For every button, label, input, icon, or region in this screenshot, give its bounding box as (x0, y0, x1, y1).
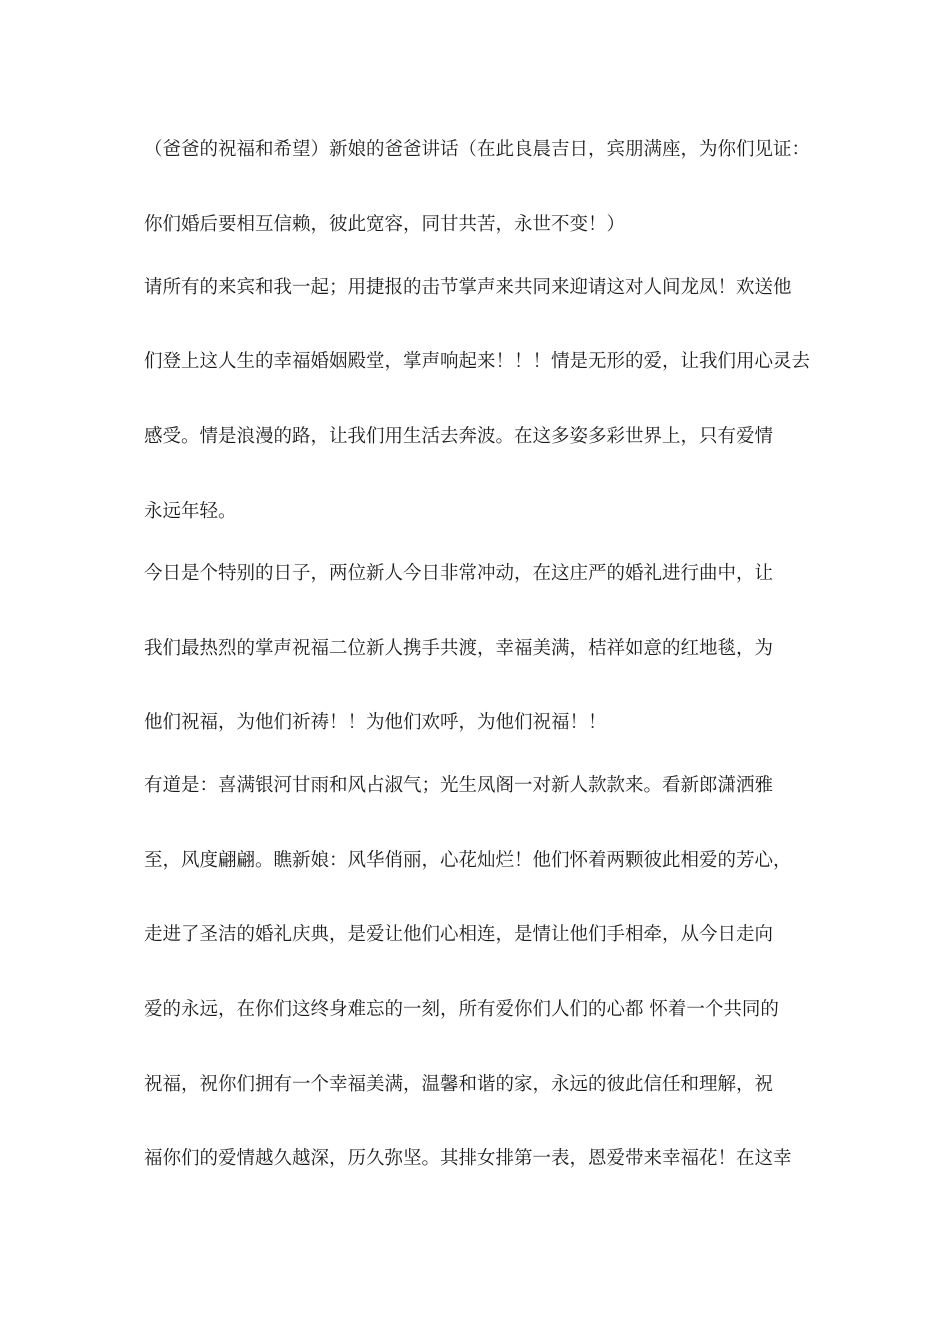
text-line-1: （爸爸的祝福和希望）新娘的爸爸讲话（在此良晨吉日，宾朋满座，为你们见证： (144, 139, 811, 160)
text-line-8: 我们最热烈的掌声祝福二位新人携手共渡，幸福美满，桔祥如意的红地毯，为 (144, 638, 774, 659)
text-line-10: 有道是：喜满银河甘雨和风占淑气；光生凤阁一对新人款款来。看新郎潇洒雅 (144, 775, 774, 796)
text-line-9: 他们祝福，为他们祈祷！！为他们欢呼，为他们祝福！！ (144, 712, 607, 733)
text-line-4: 们登上这人生的幸福婚姻殿堂，掌声响起来！！！情是无形的爱，让我们用心灵去 (144, 351, 811, 372)
text-line-15: 福你们的爱情越久越深，历久弥坚。其排女排第一表，恩爱带来幸福花！在这幸 (144, 1148, 792, 1169)
text-line-14: 祝福，祝你们拥有一个幸福美满，温馨和谐的家，永远的彼此信任和理解，祝 (144, 1074, 774, 1095)
text-line-7: 今日是个特别的日子，两位新人今日非常冲动，在这庄严的婚礼进行曲中，让 (144, 563, 774, 584)
text-line-2: 你们婚后要相互信赖，彼此宽容，同甘共苦，永世不变！） (144, 214, 626, 235)
text-line-12: 走进了圣洁的婚礼庆典，是爱让他们心相连，是情让他们手相牵，从今日走向 (144, 924, 774, 945)
text-line-13: 爱的永远，在你们这终身难忘的一刻，所有爱你们人们的心都 怀着一个共同的 (144, 999, 779, 1020)
text-line-6: 永远年轻。 (144, 501, 237, 522)
text-line-3: 请所有的来宾和我一起；用捷报的击节掌声来共同来迎请这对人间龙凤！欢送他 (144, 277, 792, 298)
text-line-11: 至，风度翩翩。瞧新娘：风华俏丽，心花灿烂！他们怀着两颗彼此相爱的芳心， (144, 850, 792, 871)
text-line-5: 感受。情是浪漫的路，让我们用生活去奔波。在这多姿多彩世界上，只有爱情 (144, 426, 774, 447)
